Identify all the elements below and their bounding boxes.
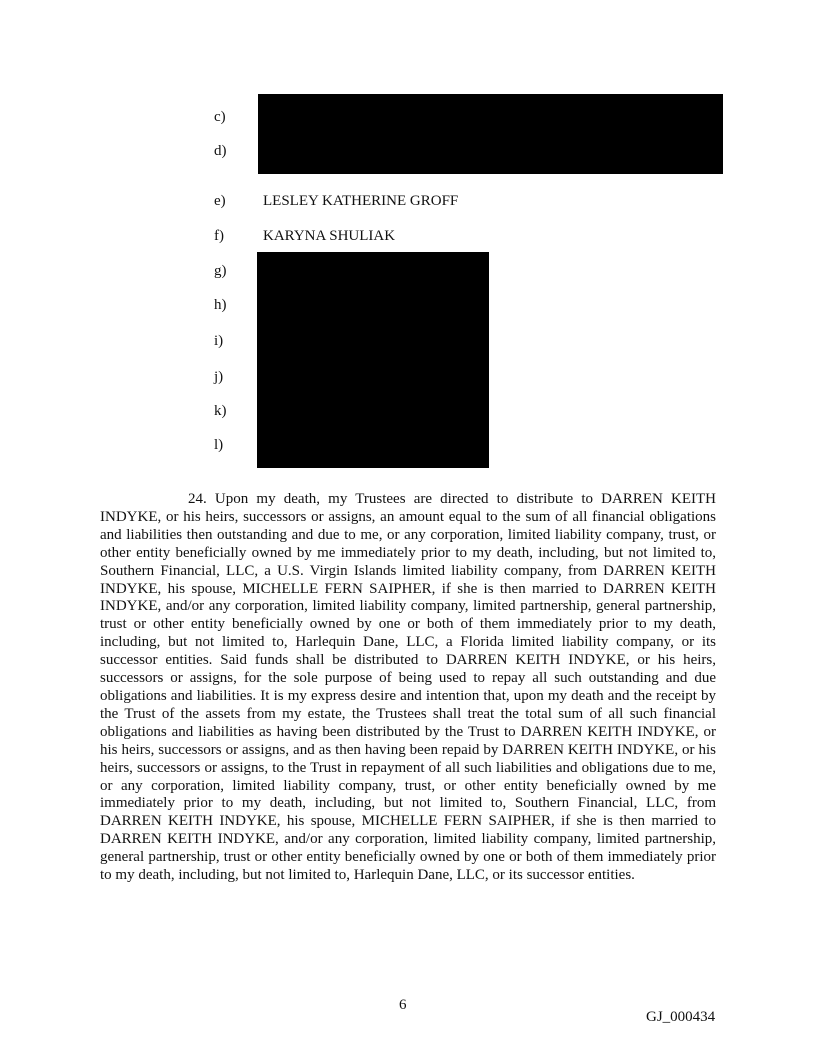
bates-number: GJ_000434 — [646, 1009, 716, 1025]
list-label-d: d) — [214, 143, 227, 159]
list-label-e: e) — [214, 193, 226, 209]
paragraph-24: 24. Upon my death, my Trustees are directed to distribute to DARREN KEITH INDYKE, or his heirs, successors or assigns, an amount equal to the sum of all financial obligations and liabilities then outstanding and due to me, or any corporation, limited liability company, trust, or other entity beneficially owned by me immediately prior to my death, including, but not limited to, Southern Financial, LLC, a U.S. Virgin Islands limited liability company, from DARREN KEITH INDYKE, his spouse, MICHELLE FERN SAIPHER, if she is then married to DARREN KEITH INDYKE, and/or any corporation, limited liability company, limited partnership, general partnership, trust or other entity beneficially owned by one or both of them immediately prior to my death, including, but not limited to, Harlequin Dane, LLC, a Florida limited liability company, or its successor entities. Said funds shall be distributed to DARREN KEITH INDYKE, or his heirs, successors or assigns, for the sole purpose of being used to repay all such outstanding and due obligations and liabilities. It is my express desire and intention that, upon my death and the receipt by the Trust of the assets from my estate, the Trustees shall treat the total sum of all such financial obligations and liabilities as having been distributed by the Trust to DARREN KEITH INDYKE, or his heirs, successors or assigns, and as then having been repaid by DARREN KEITH INDYKE, or his heirs, successors or assigns, to the Trust in repayment of all such liabilities and obligations due to me, or any corporation, limited liability company, trust, or other entity beneficially owned by me immediately prior to my death, including, but not limited to, Southern Financial, LLC, from DARREN KEITH INDYKE, his spouse, MICHELLE FERN SAIPHER, if she is then married to DARREN KEITH INDYKE, and/or any corporation, limited liability company, limited partnership, general partnership, trust or other entity beneficially owned by one or both of them immediately prior to my death, including, but not limited to, Harlequin Dane, LLC, or its successor entities. — [100, 491, 716, 884]
list-label-j: j) — [214, 369, 224, 385]
list-label-c: c) — [214, 109, 226, 125]
redaction-block-bottom — [257, 252, 489, 468]
list-label-l: l) — [214, 437, 224, 453]
list-label-i: i) — [214, 333, 224, 349]
list-label-g: g) — [214, 263, 227, 279]
list-label-k: k) — [214, 403, 227, 419]
page-number: 6 — [399, 997, 407, 1013]
list-label-h: h) — [214, 297, 227, 313]
redaction-block-top — [258, 94, 723, 174]
list-name-e: LESLEY KATHERINE GROFF — [263, 193, 459, 209]
list-label-f: f) — [214, 228, 224, 244]
list-name-f: KARYNA SHULIAK — [263, 228, 396, 244]
